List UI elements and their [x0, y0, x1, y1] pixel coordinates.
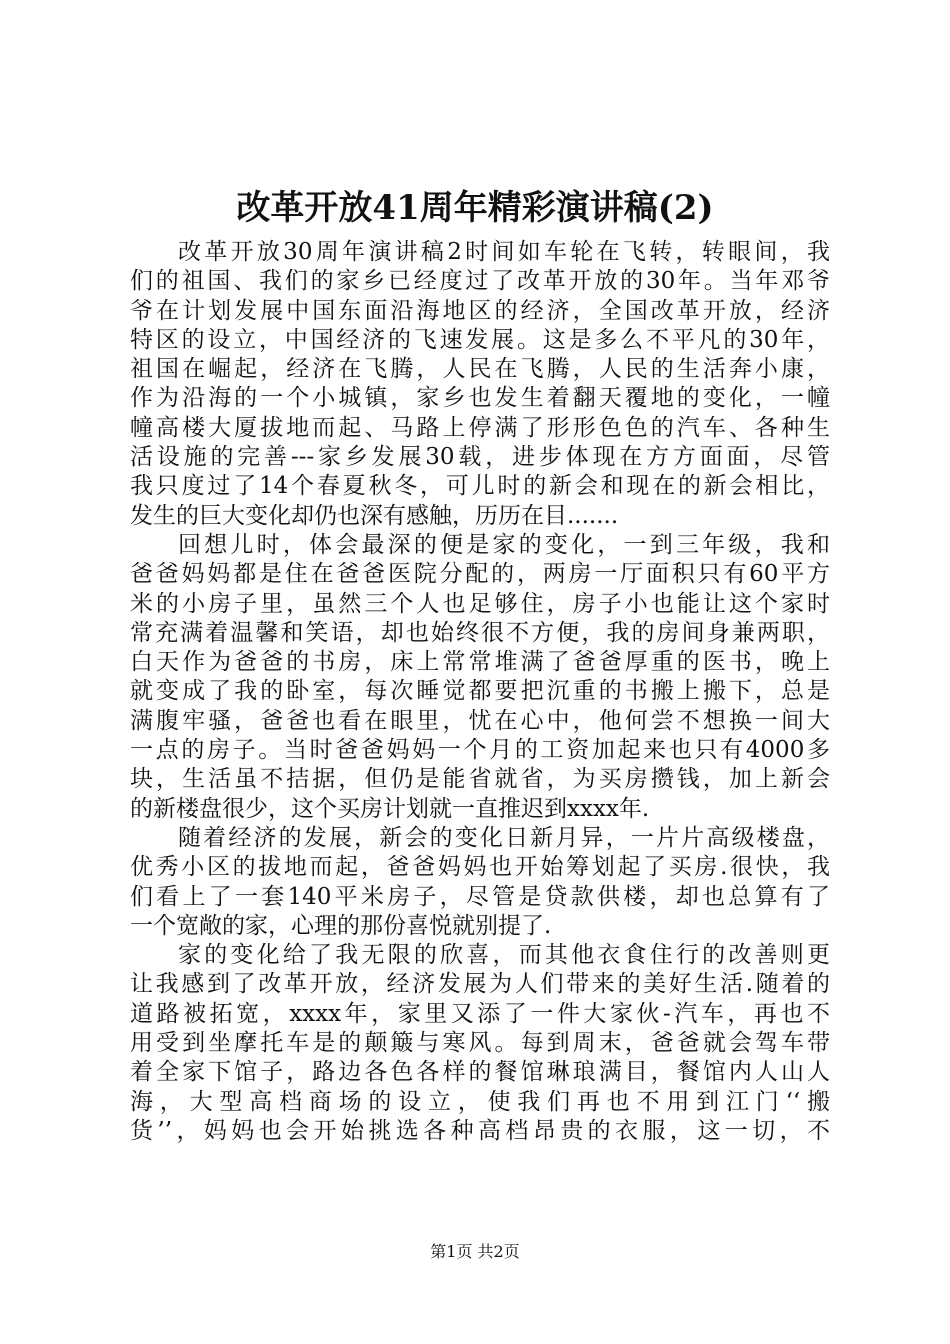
text-line: 米的小房子里，虽然三个人也足够住，房子小也能让这个家时: [130, 590, 830, 617]
text-line: 让我感到了改革开放，经济发展为人们带来的美好生活.随着的: [130, 971, 830, 998]
text-line: 家的变化给了我无限的欣喜，而其他衣食住行的改善则更: [178, 942, 830, 969]
text-line: 货’’，妈妈也会开始挑选各种高档昂贵的衣服，这一切，不: [130, 1117, 830, 1144]
document-title: 改革开放41周年精彩演讲稿(2): [236, 188, 714, 228]
text-line: 改革开放30周年演讲稿2时间如车轮在飞转，转眼间，我: [178, 239, 830, 265]
text-line: 道路被拓宽，xxxx年，家里又添了一件大家伙-汽车，再也不: [130, 1000, 830, 1027]
text-line: 爸爸妈妈都是住在爸爸医院分配的，两房一厅面积只有60平方: [130, 561, 830, 588]
text-line: 就变成了我的卧室，每次睡觉都要把沉重的书搬上搬下，总是: [130, 678, 830, 705]
text-line: 优秀小区的拔地而起，爸爸妈妈也开始筹划起了买房.很快，我: [130, 854, 830, 881]
text-line: 祖国在崛起，经济在飞腾，人民在飞腾，人民的生活奔小康，: [130, 356, 830, 383]
text-line: 们的祖国、我们的家乡已经度过了改革开放的30年。当年邓爷: [130, 268, 830, 295]
paragraph: [130, 941, 830, 1146]
paragraph: [130, 531, 830, 824]
text-line: 用受到坐摩托车是的颠簸与寒风。每到周末，爸爸就会驾车带: [130, 1030, 830, 1057]
text-line: 一个宽敞的家，心理的那份喜悦就别提了.: [130, 912, 552, 939]
text-line: 回想儿时，体会最深的便是家的变化，一到三年级，我和: [178, 531, 830, 558]
text-line: 作为沿海的一个小城镇，家乡也发生着翻天覆地的变化，一幢: [130, 385, 830, 412]
text-line: 常充满着温馨和笑语，却也始终很不方便，我的房间身兼两职，: [130, 619, 830, 646]
text-line: 块，生活虽不拮据，但仍是能省就省，为买房攒钱，加上新会: [130, 766, 830, 793]
document-body: [130, 238, 830, 1146]
paragraph: [130, 824, 830, 941]
page-footer: 第1页 共2页: [430, 1242, 520, 1261]
text-line: 一点的房子。当时爸爸妈妈一个月的工资加起来也只有4000多: [130, 737, 830, 764]
text-line: 满腹牢骚，爸爸也看在眼里，忧在心中，他何尝不想换一间大: [130, 707, 830, 734]
text-line: 幢高楼大厦拔地而起、马路上停满了形形色色的汽车、各种生: [130, 414, 830, 441]
text-line: 发生的巨大变化却仍也深有感触，历历在目.......: [130, 502, 619, 529]
text-line: 爷在计划发展中国东面沿海地区的经济，全国改革开放，经济: [130, 297, 830, 324]
text-line: 活设施的完善---家乡发展30载，进步体现在方方面面，尽管: [130, 444, 830, 471]
paragraph: [130, 238, 830, 531]
text-line: 特区的设立，中国经济的飞速发展。这是多么不平凡的30年，: [130, 326, 830, 353]
text-line: 我只度过了14个春夏秋冬，可儿时的新会和现在的新会相比，: [130, 473, 830, 500]
text-line: 海，大型高档商场的设立，使我们再也不用到江门‘‘搬: [130, 1088, 830, 1115]
text-line: 们看上了一套140平米房子，尽管是贷款供楼，却也总算有了: [130, 883, 830, 910]
text-line: 白天作为爸爸的书房，床上常常堆满了爸爸厚重的医书，晚上: [130, 649, 830, 676]
text-line: 随着经济的发展，新会的变化日新月异，一片片高级楼盘，: [178, 824, 830, 851]
text-line: 的新楼盘很少，这个买房计划就一直推迟到xxxx年.: [130, 795, 650, 822]
text-line: 着全家下馆子，路边各色各样的餐馆琳琅满目，餐馆内人山人: [130, 1059, 830, 1086]
